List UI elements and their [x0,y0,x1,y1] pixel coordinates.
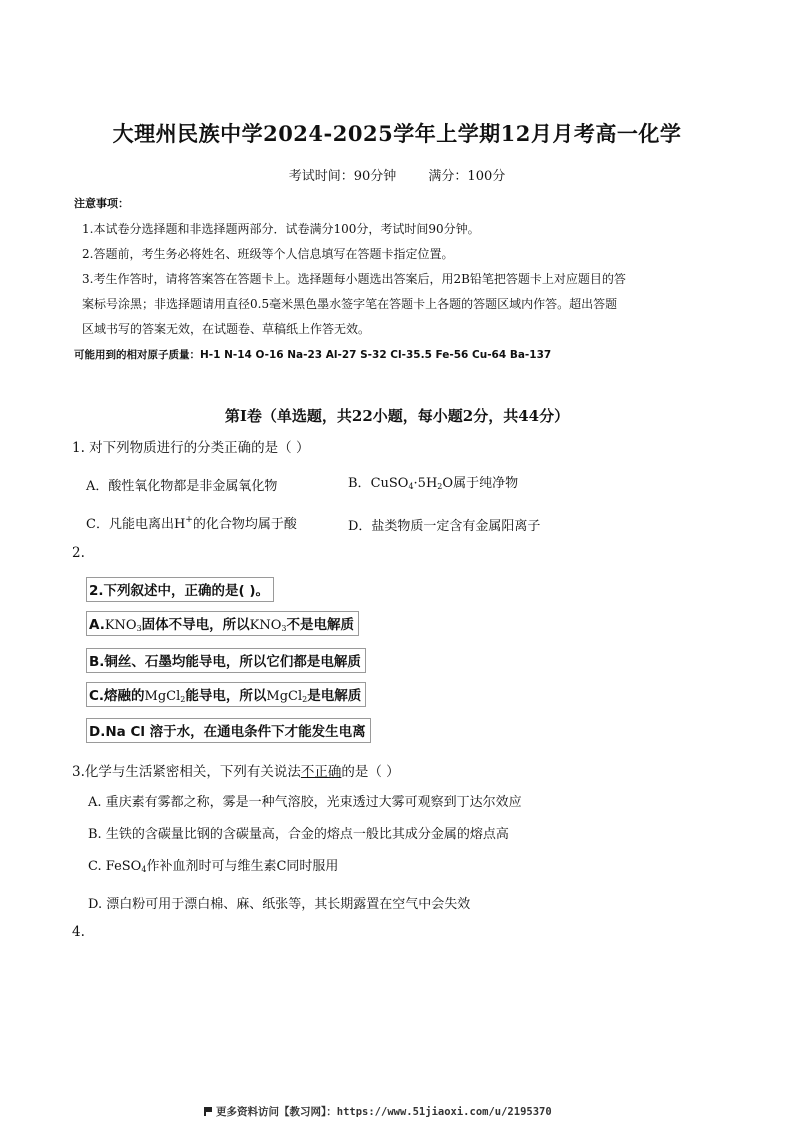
q3-underlined-word: 不正确 [300,764,342,780]
feso4-formula: FeSO$_4$ [105,859,147,874]
exam-time: 考试时间：90分钟 [288,169,397,184]
notice-line-4: 案标号涂黑；非选择题请用直径0.5毫米黑色墨水签字笔在答题卡上各题的答题区域内作答。超出答题 [82,297,618,311]
flag-icon [204,1107,212,1116]
footer-text: 更多资料访问【教习网】：https://www.51jiaoxi.com/u/2195370 [216,1106,552,1118]
notice-line-2: 2.答题前，考生务必将姓名、班级等个人信息填写在答题卡指定位置。 [82,247,454,261]
notice-line-3: 3.考生作答时，请将答案答在答题卡上。选择题每小题选出答案后，用2B铅笔把答题卡上对应题目的答 [82,272,626,286]
q2-option-d: D.Na Cl 溶于水，在通电条件下才能发生电离 [86,718,371,743]
notice-line-1: 1.本试卷分选择题和非选择题两部分．试卷满分100分，考试时间90分钟。 [82,222,480,236]
notice-line-5: 区域书写的答案无效，在试题卷、草稿纸上作答无效。 [82,322,371,336]
atomic-masses: 可能用到的相对原子质量：H-1 N-14 O-16 Na-23 Al-27 S-32 Cl-35.5 Fe-56 Cu-64 Ba-137 [74,349,552,361]
q1-option-a: A．酸性氧化物都是非金属氧化物 [86,479,278,494]
q2-option-a: $A.KNO_3$固体不导电，所以$KNO_3$不是电解质 [86,611,359,636]
q3-option-c: C. FeSO$_4$作补血剂时可与维生素C同时服用 [88,859,339,874]
exam-info [0,165,794,184]
q1-option-b-text: 属于纯净物 [453,476,519,491]
q1-option-d: D．盐类物质一定含有金属阳离子 [348,519,541,534]
h-ion-formula: H+ [173,515,193,532]
notice-heading: 注意事项： [74,197,129,210]
section-title: 第Ⅰ卷（单选题，共22小题，每小题2分，共44分） [224,407,570,425]
q1-stem: 1. 对下列物质进行的分类正确的是（ ） [72,440,310,456]
q1-option-b [348,472,518,491]
q2-stem-image: 2.下列叙述中，正确的是( )。 [86,577,274,602]
q3-stem: 3.化学与生活紧密相关，下列有关说法不正确的是（ ） [72,764,400,780]
q1-option-b-label: B． [348,476,371,491]
exam-score: 满分：100分 [428,169,506,184]
q3-option-a: A. 重庆素有雾都之称，雾是一种气溶胶，光束透过大雾可观察到丁达尔效应 [88,795,522,810]
q2-option-c: C.熔融的MgCl$_2$能导电，所以MgCl$_2$是电解质 [86,682,366,707]
q4-number: 4. [72,924,85,940]
footer-link[interactable] [204,1104,552,1119]
q2-option-b: B.铜丝、石墨均能导电，所以它们都是电解质 [86,648,366,673]
q2-number: 2. [72,545,85,561]
cuso4-formula: $CuSO_4\cdot 5H_2O$ [370,476,454,491]
q3-option-d: D. 漂白粉可用于漂白棉、麻、纸张等，其长期露置在空气中会失效 [88,897,471,912]
q1-option-c: C．凡能电离出H+的化合物均属于酸 [86,515,297,532]
q3-option-b: B. 生铁的含碳量比钢的含碳量高，合金的熔点一般比其成分金属的熔点高 [88,827,509,842]
vitamin-c-symbol: C [276,859,287,874]
page-title: 大理州民族中学2024-2025学年上学期12月月考高一化学 [112,121,682,146]
